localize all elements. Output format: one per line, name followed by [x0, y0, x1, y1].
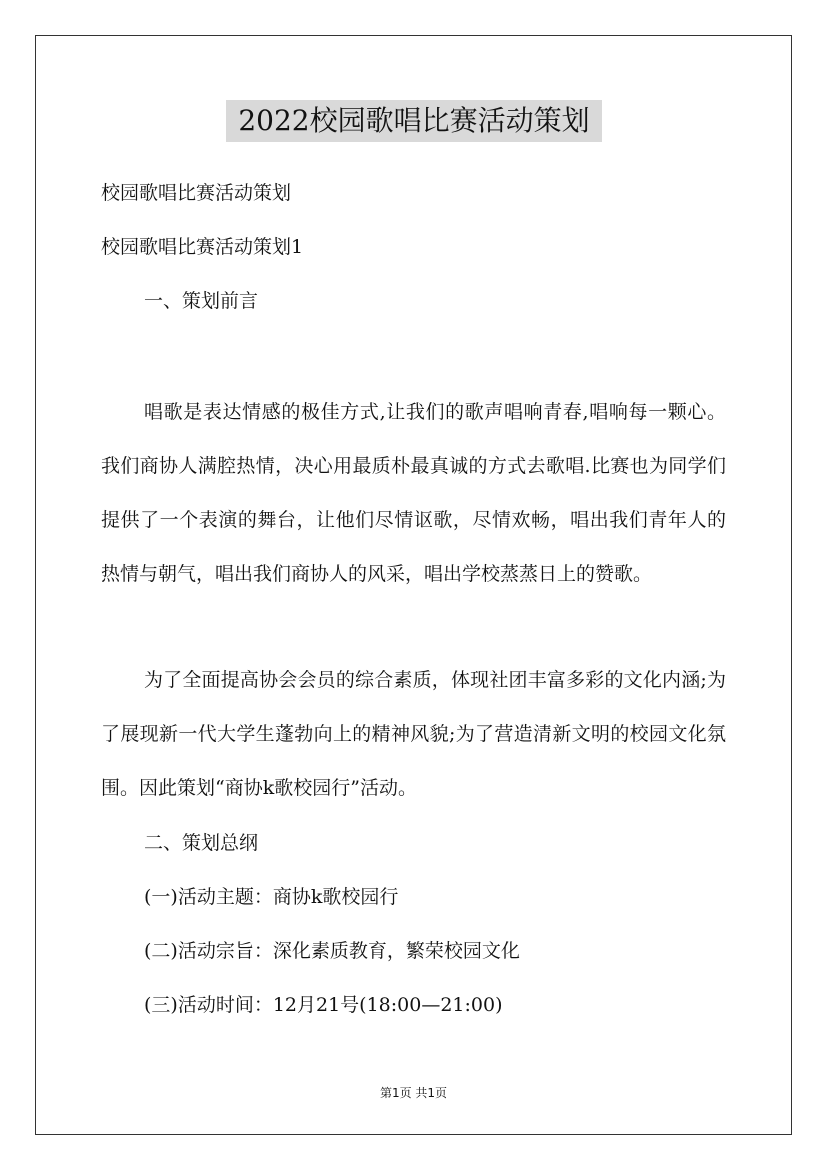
list-item-theme: (一)活动主题：商协k歌校园行 — [144, 886, 399, 908]
list-item-time: (三)活动时间：12月21号(18:00—21:00) — [144, 994, 503, 1016]
heading-preface: 一、策划前言 — [144, 290, 259, 312]
heading-outline: 二、策划总纲 — [144, 832, 259, 854]
list-item-purpose: (二)活动宗旨：深化素质教育，繁荣校园文化 — [144, 940, 520, 962]
document-subtitle: 校园歌唱比赛活动策划 — [101, 182, 292, 204]
document-title: 2022校园歌唱比赛活动策划 — [226, 100, 602, 142]
paragraph-intro: 唱歌是表达情感的极佳方式,让我们的歌声唱响青春,唱响每一颗心。我们商协人满腔热情，决心用最质朴最真诚的方式去歌唱.比赛也为同学们提供了一个表演的舞台，让他们尽情讴歌，尽情欢畅，唱出我们青年人的热情与朝气，唱出我们商协人的风采，唱出学校蒸蒸日上的赞歌。 — [101, 401, 726, 585]
page-footer: 第1页 共1页 — [379, 1086, 448, 1100]
section-heading: 校园歌唱比赛活动策划1 — [101, 236, 304, 258]
paragraph-purpose: 为了全面提高协会会员的综合素质，体现社团丰富多彩的文化内涵;为了展现新一代大学生蓬勃向上的精神风貌;为了营造清新文明的校园文化氛围。因此策划“商协k歌校园行”活动。 — [101, 669, 726, 799]
